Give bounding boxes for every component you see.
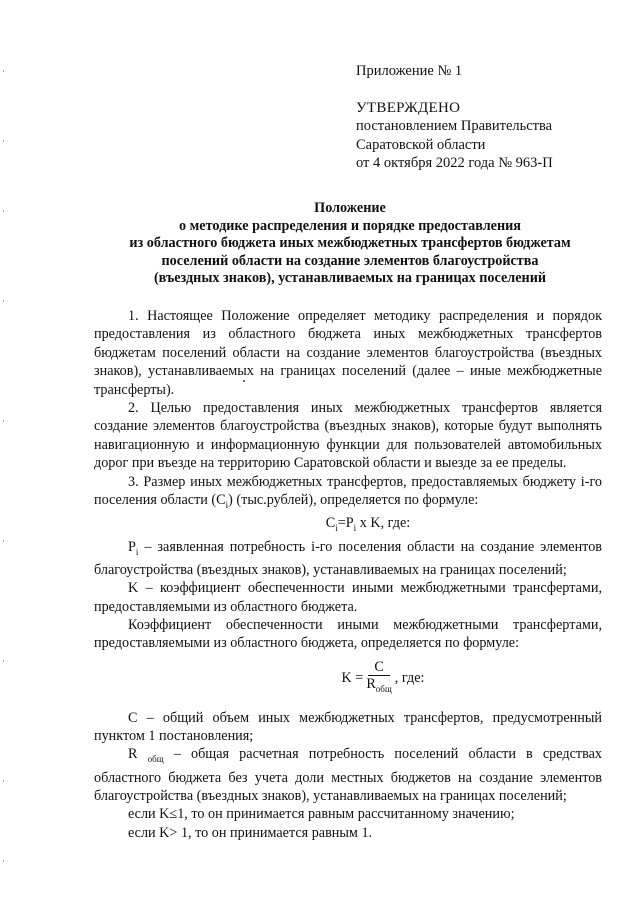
document-body [94, 307, 602, 842]
title-line-3: из областного бюджета иных межбюджетных трансфертов бюджетам [129, 235, 571, 252]
formula-k-lhs: K = [341, 669, 364, 686]
paragraph-k-formula-intro: Коэффициент обеспеченности иными межбюджетными трансфертами, предоставляемыми из областного бюджета, определяется по формуле: [94, 616, 602, 652]
annex-number: Приложение № 1 [356, 63, 463, 79]
paragraph-pi-definition: $P_i$ – заявленная потребность i-го поселения области на создание элементов благоустройства (въездных знаков), устанавливаемых на границах поселений; [94, 538, 602, 578]
title-line-5: (въездных знаков), устанавливаемых на границах поселений [153, 270, 547, 287]
scan-edge-marks [3, 0, 5, 905]
fraction-numerator: C [368, 659, 389, 676]
paragraph-k-definition: K – коэффициент обеспеченности иными межбюджетными трансфертами, предоставляемыми из областного бюджета. [94, 580, 602, 615]
approval-line-1: постановлением Правительства [356, 118, 553, 134]
approval-line-3: от 4 октября 2022 года № 963-П [356, 155, 553, 171]
formula-ci: $C_i=P_i$ x K, где: [325, 515, 411, 534]
paragraph-c-definition: C – общий объем иных межбюджетных трансфертов, предусмотренный пунктом 1 постановления; [94, 709, 602, 745]
formula-k [94, 659, 602, 697]
approval-line-2: Саратовской области [356, 136, 486, 153]
formula-k-rhs: , где: [394, 669, 425, 686]
paragraph-2: 2. Целью предоставления иных межбюджетных трансфертов является создание элементов благоустройства (въездных знаков), которые будут выполнять навигационную и информационную функции для пользователей автомобильных дорог при въезде на территорию Саратовской области и выезде за ее пределы. [94, 400, 602, 472]
fraction-denominator: $R_{общ}$ [366, 675, 392, 694]
paragraph-condition-1: если K≤1, то он принимается равным рассчитанному значению; [128, 806, 515, 823]
paragraph-1: 1. Настоящее Положение определяет методику распределения и порядок предоставления из областного бюджета иных межбюджетных трансфертов бюджетам поселений области на создание элементов благоустройства (въездных знаков), устанавливаемых на границах поселений (далее – иные межбюджетные трансферты). [94, 308, 602, 398]
title-line-1: Положение [314, 200, 386, 216]
approval-block [356, 62, 616, 173]
formula-k-fraction [366, 659, 391, 697]
paragraph-condition-2: если K> 1, то он принимается равным 1. [128, 824, 373, 841]
approved-stamp: УТВЕРЖДЕНО [356, 99, 461, 116]
document-title [90, 200, 610, 288]
paragraph-r-definition: R $_{общ}$ – общая расчетная потребность поселений области в средствах областного бюджета без учета доли местных бюджетов на создание элементов благоустройства (въездных знаков), устанавливаемых на границах поселений; [94, 746, 602, 805]
title-line-4: поселений области на создание элементов благоустройства [161, 252, 539, 269]
title-line-2: о методике распределения и порядке предоставления [179, 217, 521, 234]
paragraph-3: 3. Размер иных межбюджетных трансфертов, предоставляемых бюджету i-го поселения области $(C_i)$ (тыс.рублей), определяется по формуле: [94, 473, 602, 510]
